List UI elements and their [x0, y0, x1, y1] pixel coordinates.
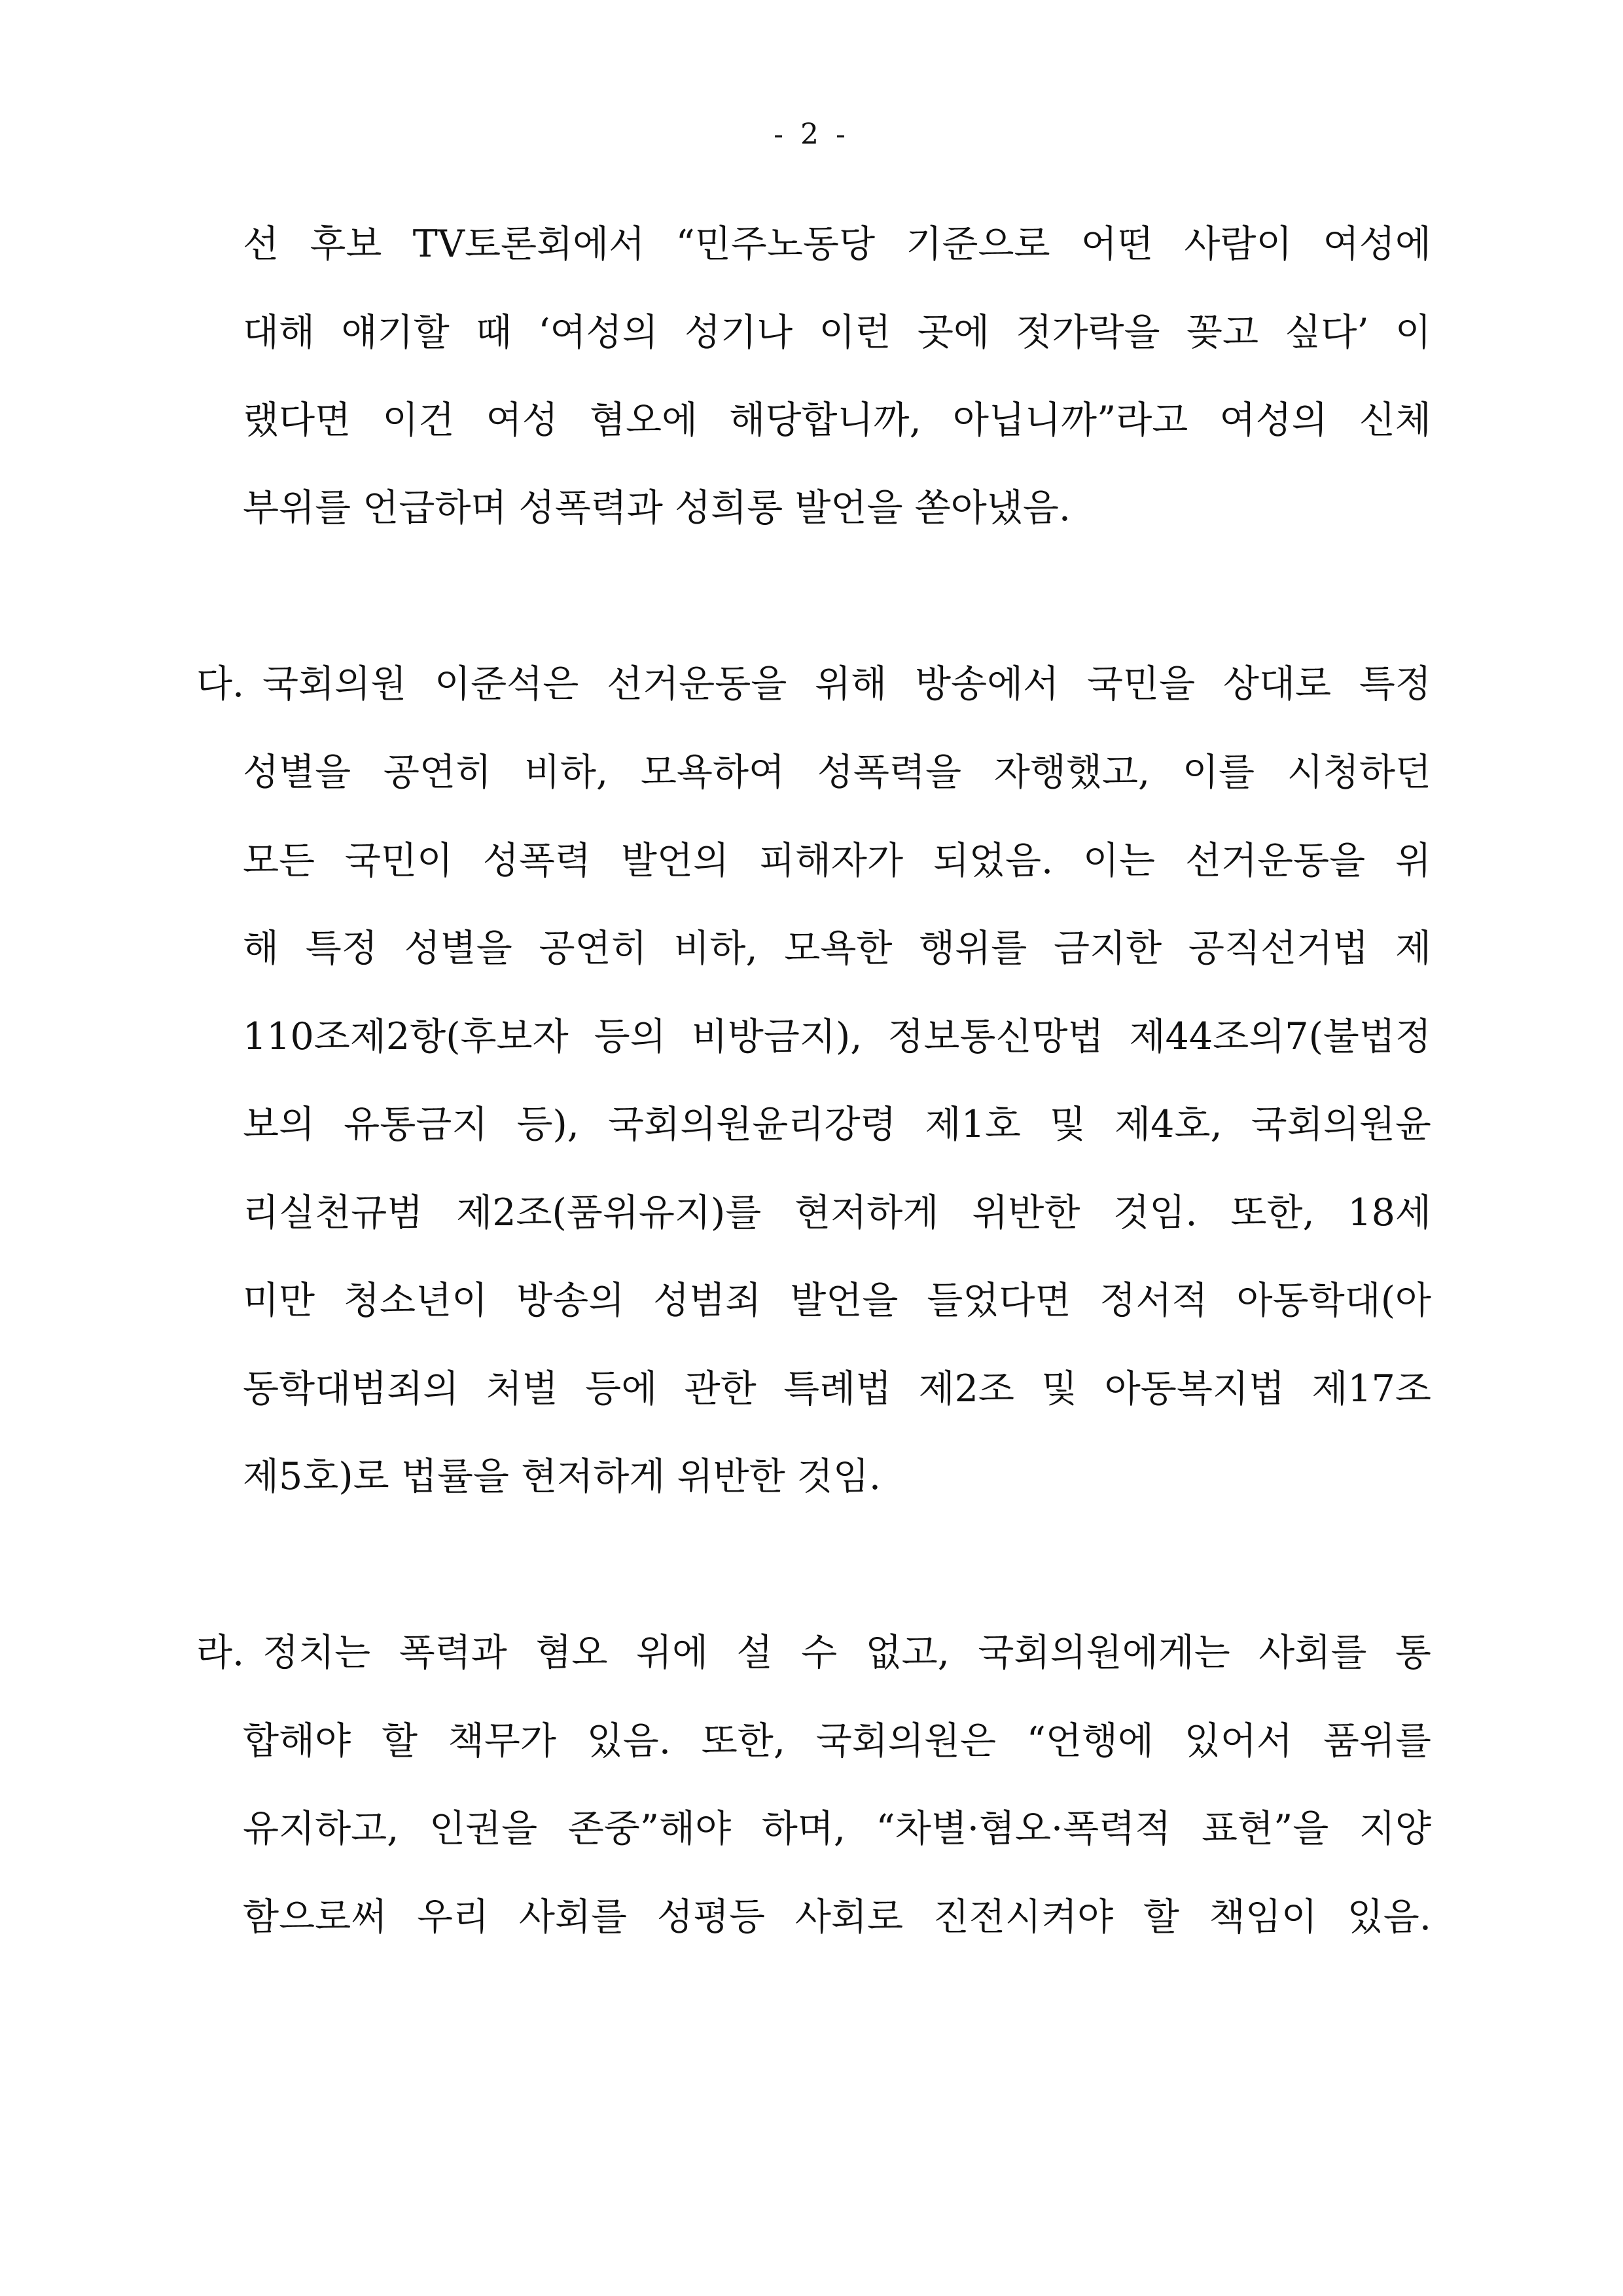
paragraph-2-line-5: 110조제2항(후보자 등의 비방금지), 정보통신망법 제44조의7(불법정 [243, 1015, 1431, 1058]
paragraph-2-line-7: 리실천규범 제2조(품위유지)를 현저하게 위반한 것임. 또한, 18세 [243, 1191, 1431, 1234]
paragraph-3-line-4: 함으로써 우리 사회를 성평등 사회로 진전시켜야 할 책임이 있음. [243, 1895, 1431, 1939]
paragraph-2-line-2: 성별을 공연히 비하, 모욕하여 성폭력을 자행했고, 이를 시청하던 [243, 751, 1431, 794]
paragraph-2-line-9: 동학대범죄의 처벌 등에 관한 특례법 제2조 및 아동복지법 제17조 [243, 1367, 1431, 1410]
paragraph-2-line-6: 보의 유통금지 등), 국회의원윤리강령 제1호 및 제4호, 국회의원윤 [243, 1103, 1431, 1146]
paragraph-2-line-10: 제5호)로 법률을 현저하게 위반한 것임. [243, 1455, 882, 1498]
paragraph-2-line-1: 국회의원 이준석은 선거운동을 위해 방송에서 국민을 상대로 특정 [262, 662, 1431, 706]
paragraph-1-line-3: 랬다면 이건 여성 혐오에 해당합니까, 아닙니까”라고 여성의 신체 [243, 399, 1431, 442]
paragraph-2-marker: 다. [196, 662, 245, 706]
paragraph-3-line-3: 유지하고, 인권을 존중”해야 하며, “차별·혐오·폭력적 표현”을 지양 [243, 1807, 1431, 1850]
paragraph-2-line-4: 해 특정 성별을 공연히 비하, 모욕한 행위를 금지한 공직선거법 제 [243, 927, 1431, 970]
paragraph-1-line-4: 부위를 언급하며 성폭력과 성희롱 발언을 쏟아냈음. [243, 486, 1071, 529]
paragraph-3-marker: 라. [196, 1631, 245, 1674]
paragraph-3-line-1: 정치는 폭력과 혐오 위에 설 수 없고, 국회의원에게는 사회를 통 [262, 1631, 1431, 1674]
paragraph-2-line-8: 미만 청소년이 방송의 성범죄 발언을 들었다면 정서적 아동학대(아 [243, 1279, 1431, 1322]
paragraph-1-line-1: 선 후보 TV토론회에서 “민주노동당 기준으로 어떤 사람이 여성에 [243, 223, 1431, 266]
paragraph-2-line-3: 모든 국민이 성폭력 발언의 피해자가 되었음. 이는 선거운동을 위 [243, 839, 1431, 882]
page-number: - 2 - [774, 118, 849, 151]
paragraph-3-line-2: 합해야 할 책무가 있음. 또한, 국회의원은 “언행에 있어서 품위를 [243, 1719, 1431, 1763]
paragraph-1-line-2: 대해 얘기할 때 ‘여성의 성기나 이런 곳에 젓가락을 꽂고 싶다’ 이 [243, 311, 1431, 354]
